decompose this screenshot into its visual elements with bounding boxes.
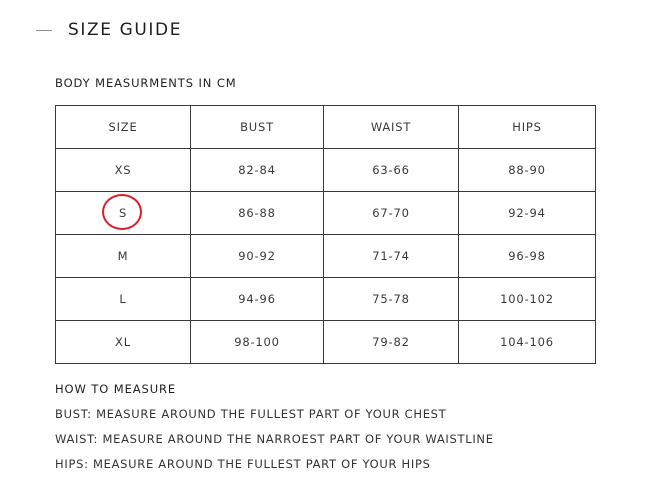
table-row xyxy=(56,235,596,278)
table-row xyxy=(56,192,596,235)
waist-cell: 67-70 xyxy=(324,192,459,235)
header-hips: HIPS xyxy=(459,106,596,149)
header-waist: WAIST xyxy=(324,106,459,149)
waist-instruction: WAIST: MEASURE AROUND THE NARROEST PART OF YOUR WAISTLINE xyxy=(55,432,494,446)
size-label: S xyxy=(118,206,128,220)
bust-cell: 98-100 xyxy=(191,321,324,364)
waist-cell: 63-66 xyxy=(324,149,459,192)
size-cell: XL xyxy=(56,321,191,364)
size-cell: L xyxy=(56,278,191,321)
table-row xyxy=(56,149,596,192)
how-to-measure-heading: HOW TO MEASURE xyxy=(55,382,177,396)
table-header-row xyxy=(56,106,596,149)
size-cell-highlighted xyxy=(56,192,191,235)
size-chart-table xyxy=(55,105,596,364)
hips-cell: 100-102 xyxy=(459,278,596,321)
table-row xyxy=(56,321,596,364)
bust-cell: 94-96 xyxy=(191,278,324,321)
page-title: SIZE GUIDE xyxy=(68,20,183,40)
hips-instruction: HIPS: MEASURE AROUND THE FULLEST PART OF YOUR HIPS xyxy=(55,457,431,471)
waist-cell: 75-78 xyxy=(324,278,459,321)
hips-cell: 92-94 xyxy=(459,192,596,235)
title-dash-decoration xyxy=(36,30,52,31)
waist-cell: 79-82 xyxy=(324,321,459,364)
size-cell: XS xyxy=(56,149,191,192)
bust-cell: 82-84 xyxy=(191,149,324,192)
bust-instruction: BUST: MEASURE AROUND THE FULLEST PART OF YOUR CHEST xyxy=(55,407,447,421)
header-size: SIZE xyxy=(56,106,191,149)
hips-cell: 96-98 xyxy=(459,235,596,278)
bust-cell: 90-92 xyxy=(191,235,324,278)
waist-cell: 71-74 xyxy=(324,235,459,278)
how-to-measure-section xyxy=(55,381,494,481)
table-caption: BODY MEASURMENTS IN CM xyxy=(55,76,237,90)
hips-cell: 104-106 xyxy=(459,321,596,364)
page-header xyxy=(36,20,182,40)
size-cell: M xyxy=(56,235,191,278)
header-bust: BUST xyxy=(191,106,324,149)
table-row xyxy=(56,278,596,321)
bust-cell: 86-88 xyxy=(191,192,324,235)
hips-cell: 88-90 xyxy=(459,149,596,192)
